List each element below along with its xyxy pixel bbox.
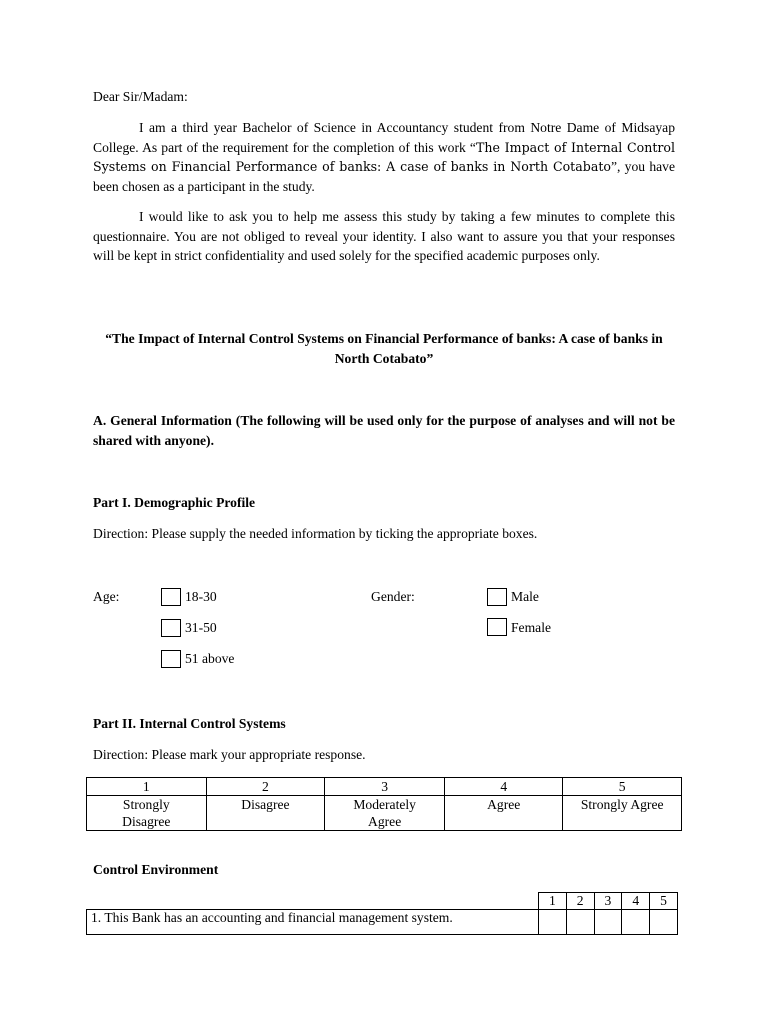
part2-heading: Part II. Internal Control Systems [93,716,286,731]
intro-paragraph [93,118,675,196]
ce-rating-cell-5[interactable] [650,910,678,935]
control-environment-table [86,892,678,935]
ce-column-header: 1 [538,893,566,910]
ce-rating-cell-4[interactable] [622,910,650,935]
control-environment-heading: Control Environment [93,862,219,877]
scale-label: Strongly Disagree [87,796,207,831]
table-row [87,910,678,935]
scale-number: 1 [87,778,207,796]
scale-label-row [87,796,682,831]
scale-label: Disagree [206,796,325,831]
ce-header-blank [87,893,539,910]
ce-rating-cell-1[interactable] [538,910,566,935]
ce-column-header: 4 [622,893,650,910]
salutation: Dear Sir/Madam: [93,89,188,104]
intro-study-title: The Impact of Internal Control Systems on Financial Performance of banks: A case of banks in North Cotabato [93,139,676,174]
part1-heading: Part I. Demographic Profile [93,495,256,510]
scale-number: 4 [445,778,563,796]
age-18-30-label: 18-30 [185,589,217,604]
ce-rating-cell-2[interactable] [566,910,594,935]
ce-column-header: 2 [566,893,594,910]
intro-text-a: I am a third year Bachelor of Science in Accountancy student from Notre Dame of Midsayap College. As part of the requirement for the completion of this work “ [93,120,675,155]
ce-header-row [87,893,678,910]
scale-number: 5 [563,778,682,796]
age-31-50-label: 31-50 [185,620,217,635]
scale-number-row [87,778,682,796]
age-51-above-checkbox[interactable] [161,650,181,668]
study-title: “The Impact of Internal Control Systems on Financial Performance of banks: A case of banks in North Cotabato” [105,331,663,366]
gender-female-label: Female [511,620,552,635]
ce-item-text: 1. This Bank has an accounting and financial management system. [87,910,539,935]
age-51-above-label: 51 above [185,651,235,666]
ce-column-header: 5 [650,893,678,910]
gender-male-checkbox[interactable] [487,588,507,606]
part2-direction: Direction: Please mark your appropriate response. [93,747,366,762]
gender-male-label: Male [511,589,539,604]
ce-column-header: 3 [594,893,622,910]
age-18-30-checkbox[interactable] [161,588,181,606]
rating-scale-table [86,777,682,831]
intro-text-b: ”, you have been chosen as a participant in the study. [93,159,675,194]
age-label: Age: [93,589,120,604]
gender-label: Gender: [371,589,415,604]
section-a-heading: A. General Information (The following will be used only for the purpose of analyses and will not be shared with anyone). [93,413,675,448]
scale-label: Agree [445,796,563,831]
age-31-50-checkbox[interactable] [161,619,181,637]
ce-rating-cell-3[interactable] [594,910,622,935]
scale-label: Strongly Agree [563,796,682,831]
scale-label: Moderately Agree [325,796,445,831]
part1-direction: Direction: Please supply the needed information by ticking the appropriate boxes. [93,526,538,541]
request-paragraph: I would like to ask you to help me assess this study by taking a few minutes to complete this questionnaire. You are not obliged to reveal your identity. I also want to assure you that your responses will be kept in strict confidentiality and used solely for the specified academic purposes only. [93,209,675,263]
scale-number: 2 [206,778,325,796]
scale-number: 3 [325,778,445,796]
gender-female-checkbox[interactable] [487,618,507,636]
